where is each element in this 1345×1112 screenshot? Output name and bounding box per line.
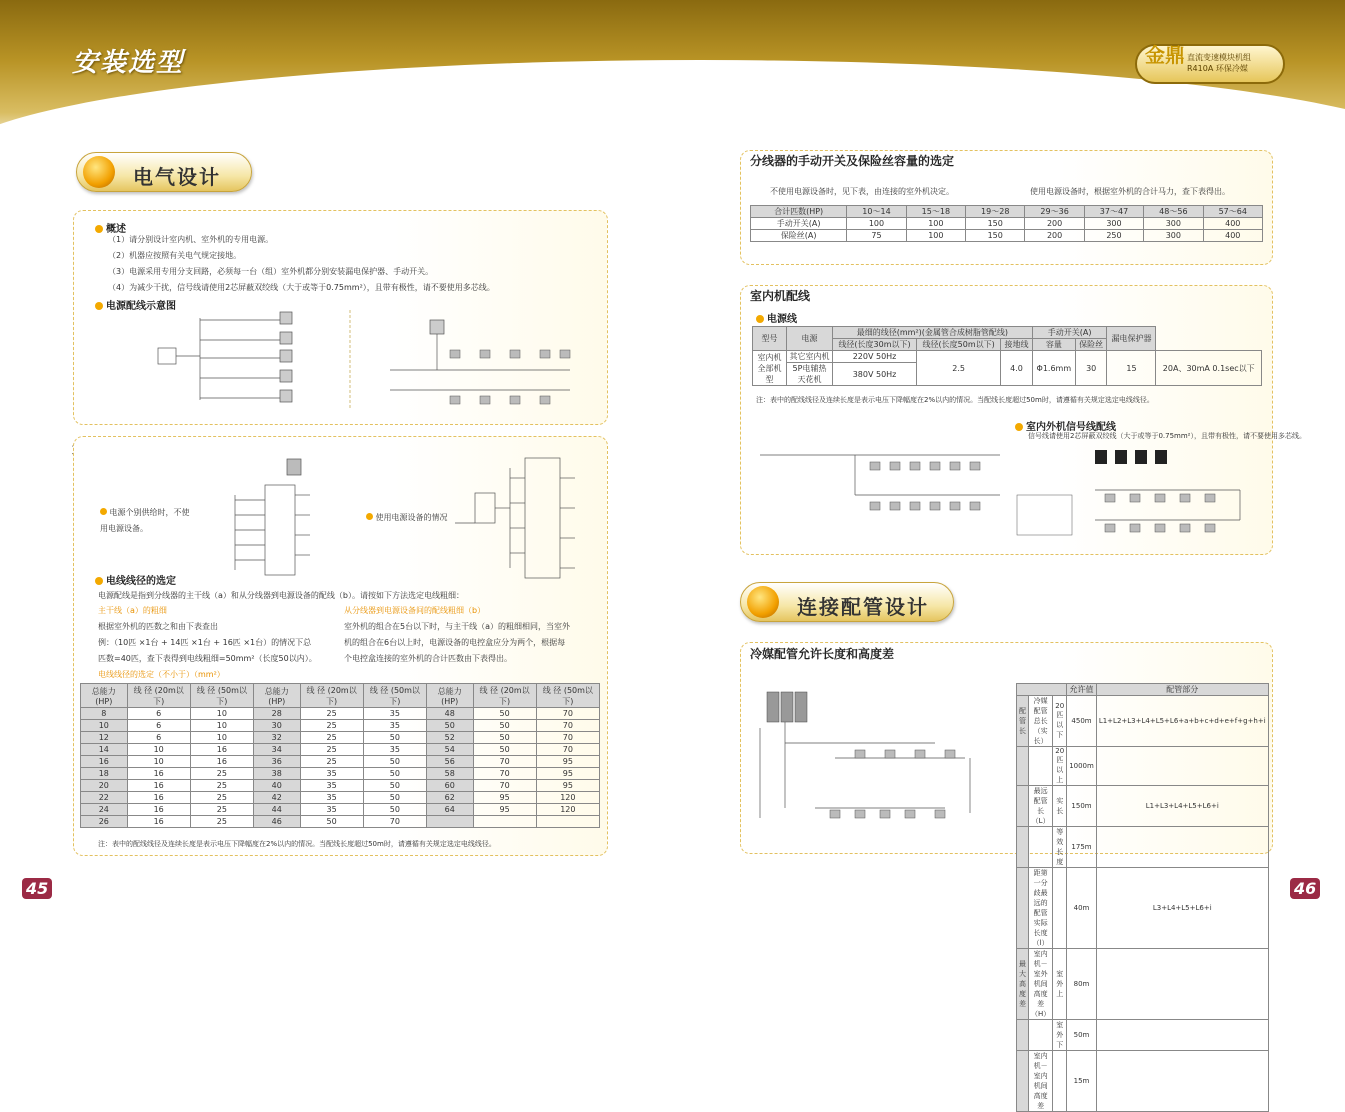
table-cell: 50 xyxy=(473,732,536,744)
table-cell: 100 xyxy=(906,218,965,230)
table-cell: 16 xyxy=(127,780,190,792)
table-cell: 1000m xyxy=(1067,747,1097,786)
table-cell: 35 xyxy=(300,804,363,816)
table-cell: 16 xyxy=(127,804,190,816)
table-cell: 4.0 xyxy=(1001,351,1033,386)
power-wiring-diagram xyxy=(150,310,580,415)
table-cell: 150 xyxy=(966,218,1025,230)
branch-line: 个电控盒连接的室外机的合计匹数由下表得出。 xyxy=(344,654,512,663)
overview-item: （2）机器应按照有关电气规定接地。 xyxy=(108,251,242,260)
table-cell: 10 xyxy=(127,744,190,756)
table-cell: 24 xyxy=(81,804,128,816)
wire-table-caption: 电线线径的选定（不小于）（mm²） xyxy=(98,670,225,679)
table-cell: 70 xyxy=(536,708,599,720)
table-header: 57～64 xyxy=(1203,206,1262,218)
table-header: 线 径 (50m以下) xyxy=(190,684,253,708)
table-row xyxy=(1017,1020,1269,1051)
table-cell: 实长 xyxy=(1053,786,1067,827)
table-cell: 8 xyxy=(81,708,128,720)
breaker-table xyxy=(750,205,1263,242)
table-cell: 75 xyxy=(847,230,906,242)
table-cell: 室内机－室外机间高度差（H） xyxy=(1029,949,1053,1020)
table-row xyxy=(1017,949,1269,1020)
brand-line2: R410A 环保冷媒 xyxy=(1187,64,1248,73)
table-cell: 20匹以上 xyxy=(1053,747,1067,786)
electric-title: 电气设计 xyxy=(133,165,221,189)
table-row xyxy=(1017,696,1269,747)
table-row xyxy=(1017,747,1269,786)
wire-heading: 电线线径的选定 xyxy=(95,572,176,587)
page-title: 安装选型 xyxy=(72,48,185,78)
table-cell: 12 xyxy=(81,732,128,744)
table-cell: 62 xyxy=(426,792,473,804)
table-cell: 28 xyxy=(253,708,300,720)
table-cell: 16 xyxy=(127,792,190,804)
indoor-table xyxy=(752,326,1262,386)
table-cell: 95 xyxy=(473,804,536,816)
table-cell: 95 xyxy=(473,792,536,804)
table-cell: 14 xyxy=(81,744,128,756)
table-cell: 80m xyxy=(1067,949,1097,1020)
table-cell xyxy=(426,816,473,828)
table-header: 线 径 (50m以下) xyxy=(363,684,426,708)
table-cell: 150m xyxy=(1067,786,1097,827)
table-row xyxy=(1017,827,1269,868)
table-cell: 25 xyxy=(300,708,363,720)
table-cell: 250 xyxy=(1084,230,1143,242)
outdoor-wiring-diagram-1 xyxy=(195,455,335,580)
table-cell: Φ1.6mm xyxy=(1032,351,1075,386)
table-cell: 100 xyxy=(847,218,906,230)
table-row xyxy=(81,756,600,768)
table-cell xyxy=(473,816,536,828)
table-cell xyxy=(1096,827,1268,868)
table-cell: 70 xyxy=(536,744,599,756)
table-cell: 34 xyxy=(253,744,300,756)
table-cell: 50 xyxy=(426,720,473,732)
indoor-heading: 室内机配线 xyxy=(750,289,811,303)
table-header: 37～47 xyxy=(1084,206,1143,218)
table-header: 总能力 (HP) xyxy=(81,684,128,708)
table-cell: 95 xyxy=(536,768,599,780)
breaker-heading: 分线器的手动开关及保险丝容量的选定 xyxy=(750,154,955,168)
table-cell: 50 xyxy=(363,768,426,780)
brand-badge xyxy=(1135,44,1285,84)
table-header: 线 径 (20m以下) xyxy=(473,684,536,708)
table-cell: 30 xyxy=(1075,351,1107,386)
page-number-left: 45 xyxy=(22,878,52,899)
table-cell: 48 xyxy=(426,708,473,720)
table-cell: 450m xyxy=(1067,696,1097,747)
table-cell: 25 xyxy=(190,768,253,780)
table-cell: L1+L3+L4+L5+L6+i xyxy=(1096,786,1268,827)
trunk-line: 例：（10匹 ×1台 + 14匹 ×1台 + 16匹 ×1台）的情况下总 xyxy=(98,638,312,647)
table-cell: L1+L2+L3+L4+L5+L6+a+b+c+d+e+f+g+h+i xyxy=(1096,696,1268,747)
table-cell: 50 xyxy=(473,744,536,756)
table-header: 电源 xyxy=(787,327,833,351)
pipe-table xyxy=(1016,683,1269,1112)
table-cell: 40m xyxy=(1067,868,1097,949)
table-cell: 35 xyxy=(363,720,426,732)
table-cell xyxy=(1017,747,1029,786)
table-cell: 等效长度 xyxy=(1053,827,1067,868)
table-cell xyxy=(1096,949,1268,1020)
table-cell: 其它室内机 xyxy=(787,351,833,363)
table-cell xyxy=(1029,747,1053,786)
table-cell: 配管长 xyxy=(1017,696,1029,747)
outdoor-note1: 电源个别供给时，不使用电源设备。 xyxy=(100,508,190,533)
signal-wiring-diagram xyxy=(1015,440,1265,540)
table-subheader: 接地线 xyxy=(1001,339,1033,351)
table-cell: 64 xyxy=(426,804,473,816)
table-cell: 10 xyxy=(190,732,253,744)
table-cell: 95 xyxy=(536,756,599,768)
outdoor-note2: 使用电源设备的情况 xyxy=(366,510,448,526)
table-cell: 300 xyxy=(1144,218,1203,230)
table-cell: 70 xyxy=(473,756,536,768)
table-cell: 10 xyxy=(127,756,190,768)
table-cell: 175m xyxy=(1067,827,1097,868)
branch-line: 机的组合在6台以上时，电源设备的电控盒应分为两个，根据每 xyxy=(344,638,566,647)
power-diagram-heading: 电源配线示意图 xyxy=(95,297,176,312)
table-cell xyxy=(536,816,599,828)
table-cell: 15 xyxy=(1107,351,1156,386)
signal-desc: 信号线请使用2芯屏蔽双绞线（大于或等于0.75mm²），且带有极性，请不要使用多芯线。 xyxy=(1028,432,1306,440)
table-cell: 50 xyxy=(363,756,426,768)
table-header: 29～36 xyxy=(1025,206,1084,218)
table-cell: 120 xyxy=(536,792,599,804)
branch-heading: 从分线器到电源设备间的配线粗细（b） xyxy=(344,606,486,615)
table-cell: 室外上 xyxy=(1053,949,1067,1020)
table-cell: 35 xyxy=(363,744,426,756)
refrigerant-piping-diagram xyxy=(755,688,1005,848)
table-cell: 20A、30mA 0.1sec以下 xyxy=(1156,351,1262,386)
table-cell: 120 xyxy=(536,804,599,816)
table-header: 15～18 xyxy=(906,206,965,218)
table-row xyxy=(81,720,600,732)
table-header: 线 径 (20m以下) xyxy=(127,684,190,708)
table-cell: 室内机－室内机间高度差 xyxy=(1029,1051,1053,1112)
table-cell: 18 xyxy=(81,768,128,780)
table-header: 合计匹数(HP) xyxy=(751,206,847,218)
wire-desc: 电源配线是指到分线器的主干线（a）和从分线器到电源设备的配线（b）。请按如下方法选定电线粗细： xyxy=(98,591,464,600)
table-cell: 50 xyxy=(363,732,426,744)
table-cell: 35 xyxy=(300,792,363,804)
table-cell: 手动开关(A) xyxy=(751,218,847,230)
table-cell: 60 xyxy=(426,780,473,792)
table-cell: 16 xyxy=(190,744,253,756)
table-cell: 100 xyxy=(906,230,965,242)
table-cell: 最远配管长（L） xyxy=(1029,786,1053,827)
table-cell: 2.5 xyxy=(917,351,1001,386)
table-header: 19～28 xyxy=(966,206,1025,218)
table-row xyxy=(81,804,600,816)
trunk-line: 匹数=40匹，查下表得到电线粗细=50mm²（长度50以内）。 xyxy=(98,654,317,663)
table-cell: 50 xyxy=(363,792,426,804)
table-cell: 36 xyxy=(253,756,300,768)
table-cell xyxy=(1017,1020,1029,1051)
table-cell xyxy=(1017,827,1029,868)
table-cell: 38 xyxy=(253,768,300,780)
orb-icon xyxy=(747,586,779,618)
table-cell: 25 xyxy=(190,792,253,804)
table-cell xyxy=(1017,868,1029,949)
table-cell: 46 xyxy=(253,816,300,828)
table-cell: 保险丝(A) xyxy=(751,230,847,242)
table-cell: 50 xyxy=(300,816,363,828)
table-header: 最细的线径(mm²)(金属管合成树脂管配线) xyxy=(833,327,1033,339)
table-subheader: 保险丝 xyxy=(1075,339,1107,351)
table-cell: 25 xyxy=(300,720,363,732)
table-cell: 400 xyxy=(1203,218,1262,230)
table-cell xyxy=(1096,1020,1268,1051)
table-cell: 35 xyxy=(363,708,426,720)
pipe-title-pill xyxy=(740,582,954,622)
table-header: 型号 xyxy=(753,327,787,351)
trunk-line: 根据室外机的匹数之和由下表查出 xyxy=(98,622,218,631)
table-cell: 50m xyxy=(1067,1020,1097,1051)
table-cell: 32 xyxy=(253,732,300,744)
table-cell: 52 xyxy=(426,732,473,744)
table-subheader: 线径(长度30m以下) xyxy=(833,339,917,351)
table-cell: 50 xyxy=(473,720,536,732)
table-cell: 25 xyxy=(300,756,363,768)
table-cell: 25 xyxy=(300,732,363,744)
table-cell: 26 xyxy=(81,816,128,828)
branch-line: 室外机的组合在5台以下时，与主干线（a）的粗细相同，当室外 xyxy=(344,622,570,631)
breaker-note1: 不使用电源设备时，见下表，由连接的室外机决定。 xyxy=(770,187,954,196)
table-cell: 200 xyxy=(1025,218,1084,230)
table-cell: 42 xyxy=(253,792,300,804)
table-cell: 56 xyxy=(426,756,473,768)
electric-title-pill xyxy=(76,152,252,192)
table-cell: 室内机全部机型 xyxy=(753,351,787,386)
table-cell: 25 xyxy=(190,816,253,828)
table-cell: 20 xyxy=(81,780,128,792)
indoor-note: 注：表中的配线线径及连续长度是表示电压下降幅度在2%以内的情况。当配线长度超过50m时，请遵循有关规定选定电线线径。 xyxy=(756,396,1154,404)
table-cell: 70 xyxy=(473,768,536,780)
table-cell: 16 xyxy=(127,768,190,780)
table-cell xyxy=(1017,1051,1029,1112)
table-header: 手动开关(A) xyxy=(1032,327,1107,339)
table-cell: 300 xyxy=(1084,218,1143,230)
table-cell: 22 xyxy=(81,792,128,804)
overview-heading: 概述 xyxy=(95,220,126,235)
table-cell xyxy=(1017,786,1029,827)
table-cell: L3+L4+L5+L6+i xyxy=(1096,868,1268,949)
table-cell: 220V 50Hz xyxy=(833,351,917,363)
table-row xyxy=(1017,786,1269,827)
table-cell xyxy=(1029,1020,1053,1051)
table-cell: 30 xyxy=(253,720,300,732)
brand-logo: 金鼎 xyxy=(1145,43,1185,67)
table-cell: 58 xyxy=(426,768,473,780)
table-row xyxy=(81,768,600,780)
table-header: 线 径 (50m以下) xyxy=(536,684,599,708)
table-row xyxy=(81,816,600,828)
table-header: 配管部分 xyxy=(1096,684,1268,696)
table-row xyxy=(81,792,600,804)
table-cell: 380V 50Hz xyxy=(833,363,917,386)
overview-item: （1）请分别设计室内机、室外机的专用电源。 xyxy=(108,235,274,244)
table-cell: 200 xyxy=(1025,230,1084,242)
table-cell: 15m xyxy=(1067,1051,1097,1112)
table-cell: 冷媒配管总长（实长） xyxy=(1029,696,1053,747)
table-row xyxy=(81,708,600,720)
table-cell: 20匹以下 xyxy=(1053,696,1067,747)
table-cell: 70 xyxy=(473,780,536,792)
pipe-title: 连接配管设计 xyxy=(797,595,929,619)
table-subheader: 线径(长度50m以下) xyxy=(917,339,1001,351)
trunk-heading: 主干线（a）的粗细 xyxy=(98,606,167,615)
table-row xyxy=(81,780,600,792)
table-cell: 50 xyxy=(363,780,426,792)
table-header: 允许值 xyxy=(1067,684,1097,696)
table-cell: 35 xyxy=(300,780,363,792)
table-cell: 6 xyxy=(127,732,190,744)
table-header: 总能力 (HP) xyxy=(253,684,300,708)
table-cell xyxy=(1096,747,1268,786)
table-header: 漏电保护器 xyxy=(1107,327,1156,351)
table-cell: 6 xyxy=(127,708,190,720)
table-header: 48～56 xyxy=(1144,206,1203,218)
table-row xyxy=(81,744,600,756)
table-cell: 54 xyxy=(426,744,473,756)
table-cell: 25 xyxy=(190,804,253,816)
table-cell: 5P电辅热天花机 xyxy=(787,363,833,386)
table-row xyxy=(1017,1051,1269,1112)
table-cell xyxy=(1053,868,1067,949)
table-row xyxy=(81,732,600,744)
table-cell: 10 xyxy=(190,720,253,732)
table-cell: 室外下 xyxy=(1053,1020,1067,1051)
table-cell xyxy=(1029,827,1053,868)
page-number-right: 46 xyxy=(1290,878,1320,899)
table-cell: 10 xyxy=(81,720,128,732)
table-cell: 150 xyxy=(966,230,1025,242)
table-cell: 10 xyxy=(190,708,253,720)
table-subheader: 容量 xyxy=(1032,339,1075,351)
table-header: 线 径 (20m以下) xyxy=(300,684,363,708)
table-header: 总能力 (HP) xyxy=(426,684,473,708)
table-header: 10～14 xyxy=(847,206,906,218)
overview-item: （4）为减少干扰，信号线请使用2芯屏蔽双绞线（大于或等于0.75mm²），且带有极性，请不要使用多芯线。 xyxy=(108,283,495,292)
indoor-power-heading: 电源线 xyxy=(756,310,797,325)
table-cell xyxy=(1053,1051,1067,1112)
table-cell: 16 xyxy=(81,756,128,768)
wire-table-note: 注：表中的配线线径及连续长度是表示电压下降幅度在2%以内的情况。当配线长度超过50m时，请遵循有关规定选定电线线径。 xyxy=(98,840,496,848)
table-cell: 44 xyxy=(253,804,300,816)
indoor-wiring-diagram xyxy=(760,440,1010,540)
table-row xyxy=(1017,868,1269,949)
table-cell: 70 xyxy=(536,732,599,744)
table-cell xyxy=(1096,1051,1268,1112)
table-cell: 6 xyxy=(127,720,190,732)
table-cell: 25 xyxy=(190,780,253,792)
table-cell: 16 xyxy=(127,816,190,828)
table-cell: 距第一分歧最远的配管实际长度（l） xyxy=(1029,868,1053,949)
table-cell: 16 xyxy=(190,756,253,768)
brand-line1: 直流变速模块机组 xyxy=(1187,53,1251,62)
table-cell: 35 xyxy=(300,768,363,780)
table-cell: 40 xyxy=(253,780,300,792)
table-cell: 最大高度差 xyxy=(1017,949,1029,1020)
table-cell: 95 xyxy=(536,780,599,792)
table-cell: 50 xyxy=(363,804,426,816)
overview-item: （3）电源采用专用分支回路，必须每一台（组）室外机都分别安装漏电保护器、手动开关。 xyxy=(108,267,434,276)
orb-icon xyxy=(83,156,115,188)
wire-table xyxy=(80,683,600,828)
table-cell: 300 xyxy=(1144,230,1203,242)
breaker-note2: 使用电源设备时，根据室外机的合计马力，查下表得出。 xyxy=(1030,187,1230,196)
table-cell: 50 xyxy=(473,708,536,720)
table-cell: 25 xyxy=(300,744,363,756)
table-cell: 70 xyxy=(363,816,426,828)
refrigerant-heading: 冷媒配管允许长度和高度差 xyxy=(750,647,895,661)
signal-heading: 室内外机信号线配线 xyxy=(1015,418,1116,433)
outdoor-wiring-diagram-2 xyxy=(450,448,600,583)
table-cell: 70 xyxy=(536,720,599,732)
table-cell: 400 xyxy=(1203,230,1262,242)
